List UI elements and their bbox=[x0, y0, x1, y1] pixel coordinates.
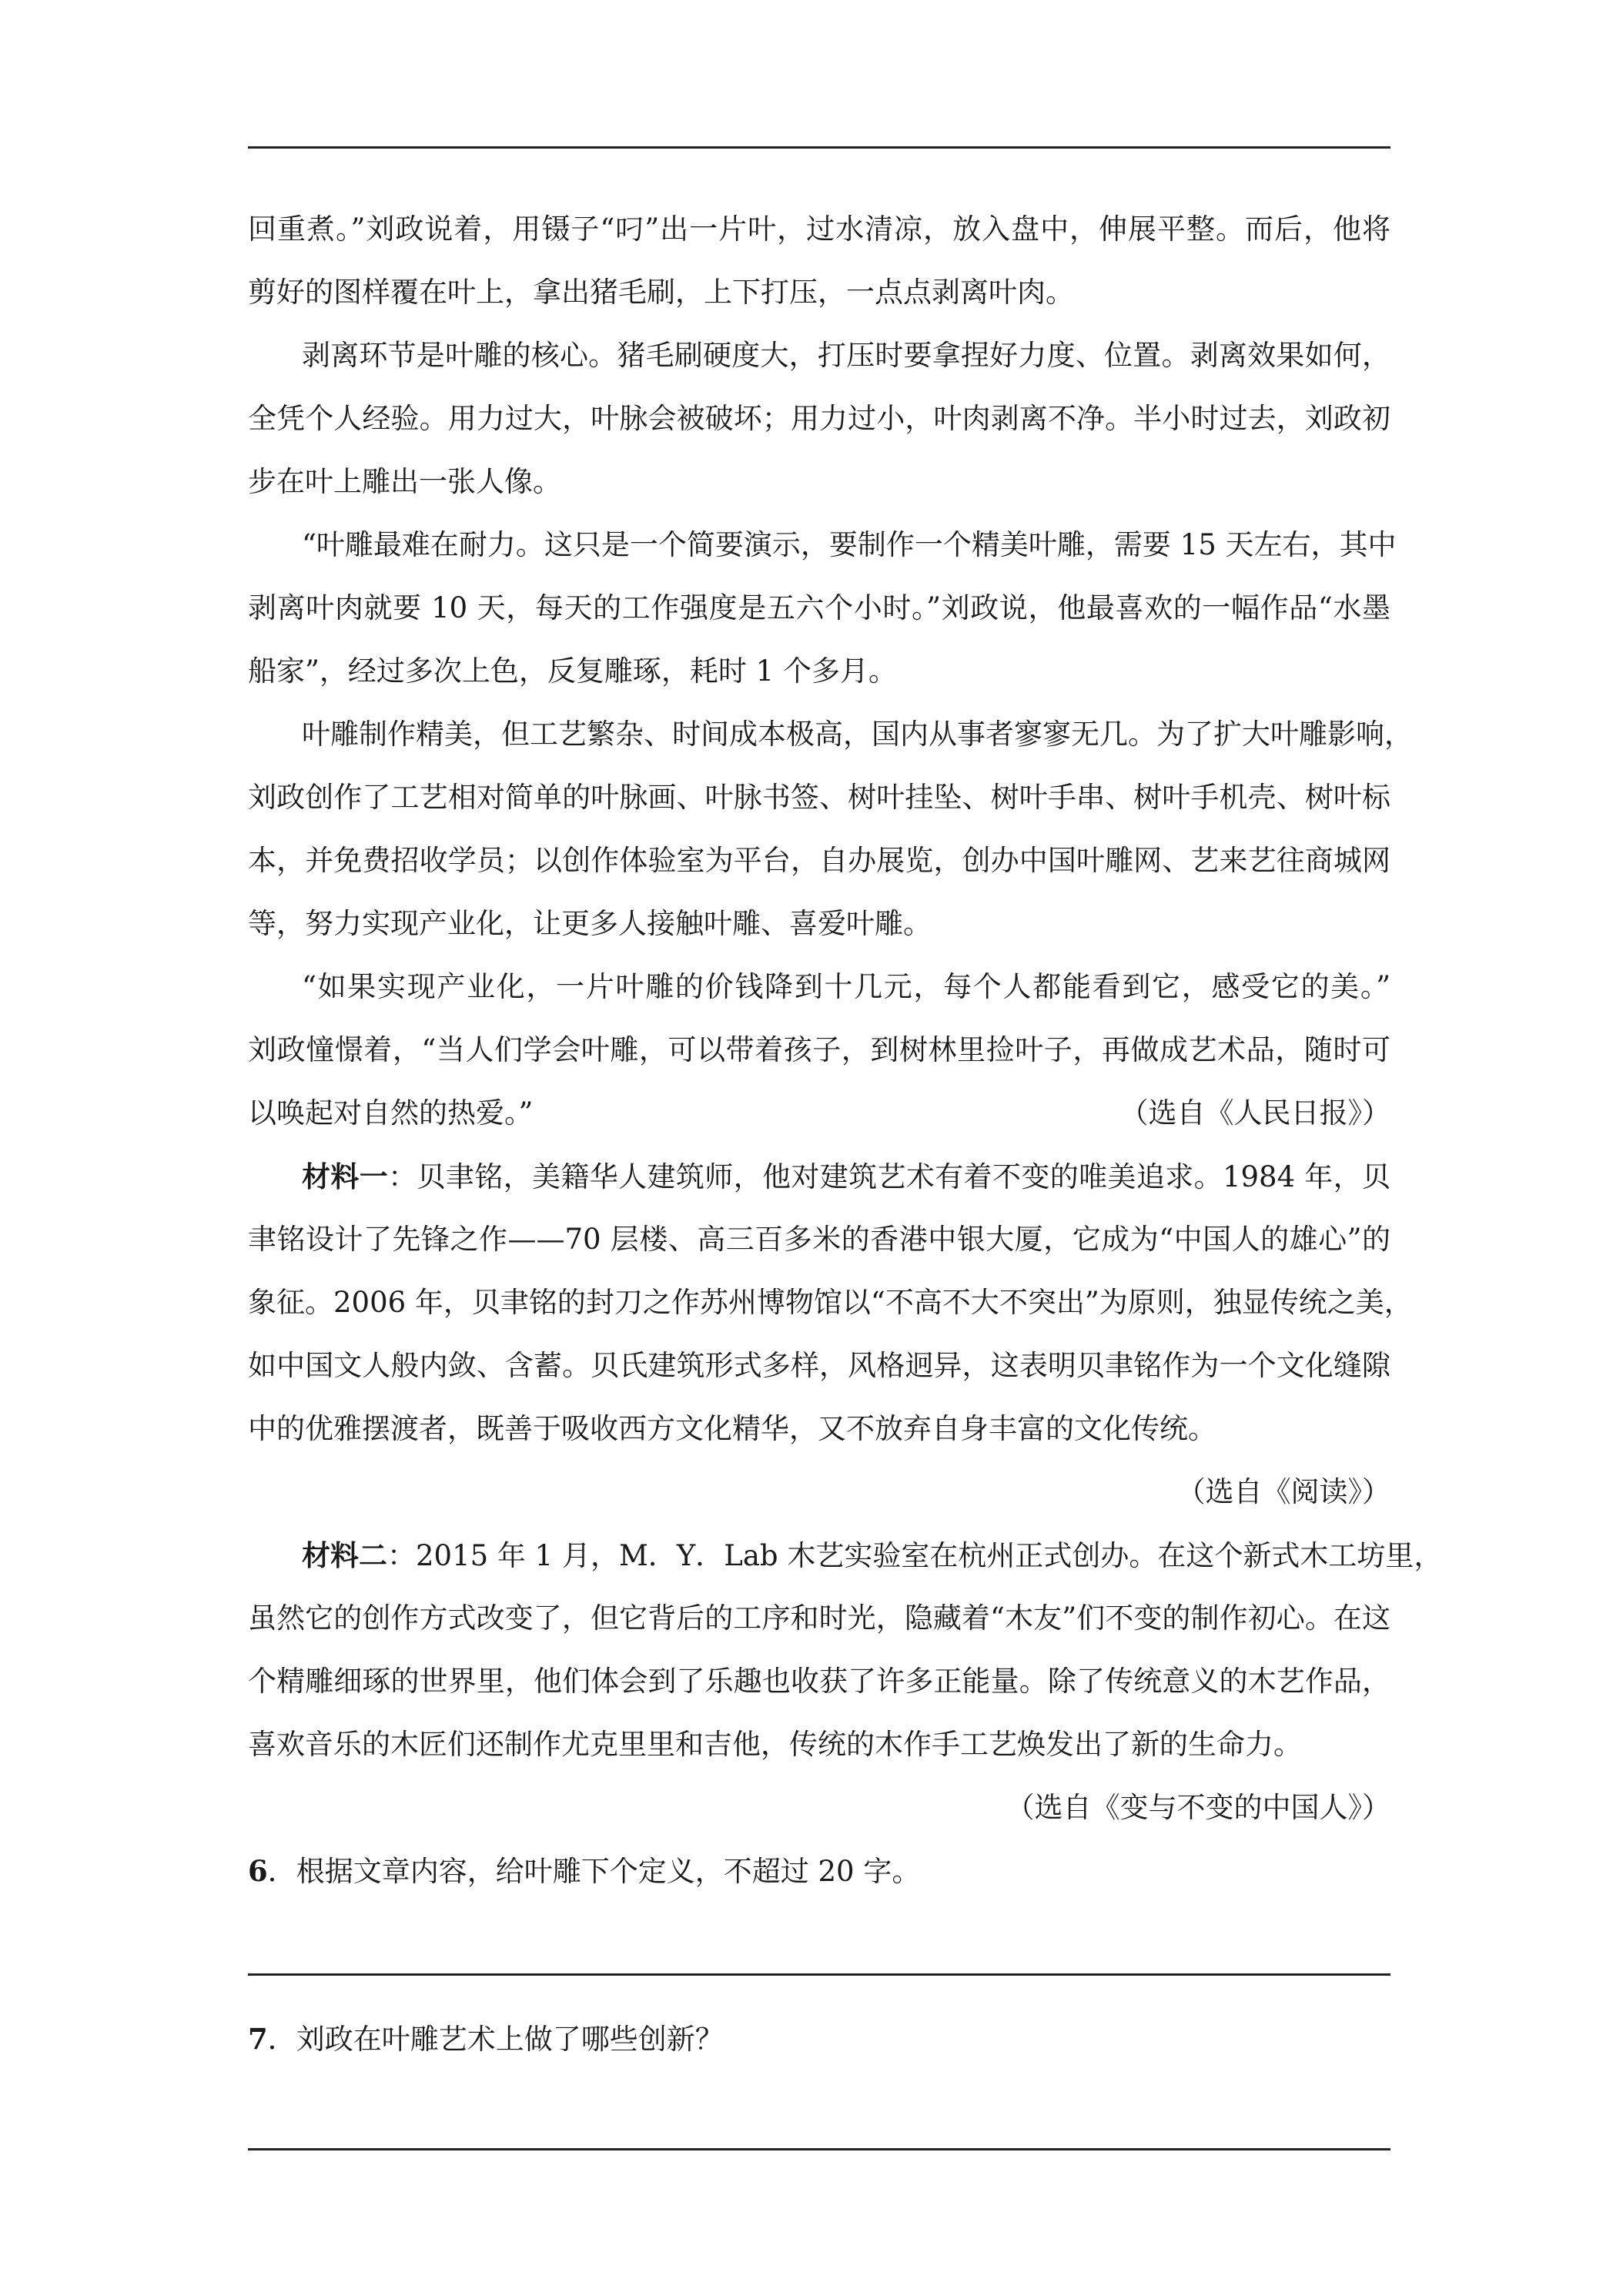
paragraph-line: 象征。2006 年，贝聿铭的封刀之作苏州博物馆以“不高不大不突出”为原则，独显传统之美， bbox=[248, 1286, 1413, 1319]
paragraph-line: 中的优雅摆渡者，既善于吸收西方文化精华，又不放弃自身丰富的文化传统。 bbox=[248, 1412, 1216, 1445]
answer-line[interactable] bbox=[248, 1973, 1390, 1976]
paragraph-line: 步在叶上雕出一张人像。 bbox=[248, 465, 561, 498]
paragraph-line-with-source bbox=[248, 1094, 1390, 1133]
source-citation: （选自《变与不变的中国人》） bbox=[1006, 1791, 1390, 1824]
paragraph-line: 虽然它的创作方式改变了，但它背后的工序和时光，隐藏着“木友”们不变的制作初心。在这 bbox=[248, 1602, 1390, 1635]
paragraph-line: 聿铭设计了先锋之作——70 层楼、高三百多米的香港中银大厦，它成为“中国人的雄心”的 bbox=[248, 1223, 1390, 1256]
paragraph-line: 喜欢音乐的木匠们还制作尤克里里和吉他，传统的木作手工艺焕发出了新的生命力。 bbox=[248, 1728, 1302, 1761]
paragraph-line: 材料一：贝聿铭，美籍华人建筑师，他对建筑艺术有着不变的唯美追求。1984 年，贝 bbox=[302, 1160, 1391, 1193]
paragraph-line: 等，努力实现产业化，让更多人接触叶雕、喜爱叶雕。 bbox=[248, 907, 932, 940]
paragraph-line: 本，并免费招收学员；以创作体验室为平台，自办展览，创办中国叶雕网、艺来艺往商城网 bbox=[248, 844, 1390, 877]
paragraph-line: 个精雕细琢的世界里，他们体会到了乐趣也收获了许多正能量。除了传统意义的木艺作品， bbox=[248, 1665, 1390, 1698]
source-citation: （选自《阅读》） bbox=[1176, 1475, 1390, 1508]
paragraph-line: 全凭个人经验。用力过大，叶脉会被破坏；用力过小，叶肉剥离不净。半小时过去，刘政初 bbox=[248, 402, 1390, 435]
paragraph-line: 船家”，经过多次上色，反复雕琢，耗时 1 个多月。 bbox=[248, 654, 897, 688]
paragraph-line: 剥离环节是叶雕的核心。猪毛刷硬度大，打压时要拿捏好力度、位置。剥离效果如何， bbox=[302, 339, 1390, 372]
answer-line[interactable] bbox=[248, 2148, 1390, 2150]
paragraph-line: “叶雕最难在耐力。这只是一个简要演示，要制作一个精美叶雕，需要 15 天左右，其中 bbox=[302, 528, 1397, 561]
paragraph-line: 叶雕制作精美，但工艺繁杂、时间成本极高，国内从事者寥寥无几。为了扩大叶雕影响， bbox=[302, 718, 1413, 751]
material-label: 材料一 bbox=[302, 1160, 389, 1193]
paragraph-line: 以唤起对自然的热爱。” bbox=[248, 1096, 534, 1130]
question-number: 7 bbox=[248, 2022, 268, 2056]
source-citation: （选自《人民日报》） bbox=[1119, 1096, 1390, 1130]
paragraph-line: 材料二：2015 年 1 月，M．Y．Lab 木艺实验室在杭州正式创办。在这个新式木工坊里， bbox=[302, 1538, 1443, 1572]
paragraph-line: 刘政憧憬着，“当人们学会叶雕，可以带着孩子，到树林里捡叶子，再做成艺术品，随时可 bbox=[248, 1033, 1390, 1066]
question-text: 7．刘政在叶雕艺术上做了哪些创新？ bbox=[248, 2022, 724, 2056]
paragraph-line: “如果实现产业化，一片叶雕的价钱降到十几元，每个人都能看到它，感受它的美。” bbox=[302, 970, 1390, 1003]
material-label: 材料二 bbox=[302, 1538, 387, 1572]
top-rule bbox=[248, 146, 1390, 149]
question-number: 6 bbox=[248, 1854, 268, 1888]
paragraph-line: 回重煮。”刘政说着，用镊子“叼”出一片叶，过水清凉，放入盘中，伸展平整。而后，他将 bbox=[248, 213, 1390, 246]
question-text: 6．根据文章内容，给叶雕下个定义，不超过 20 字。 bbox=[248, 1854, 921, 1888]
paragraph-line: 刘政创作了工艺相对简单的叶脉画、叶脉书签、树叶挂坠、树叶手串、树叶手机壳、树叶标 bbox=[248, 781, 1390, 814]
paragraph-line: 如中国文人般内敛、含蓄。贝氏建筑形式多样，风格迥异，这表明贝聿铭作为一个文化缝隙 bbox=[248, 1349, 1390, 1382]
paragraph-line: 剥离叶肉就要 10 天，每天的工作强度是五六个小时。”刘政说，他最喜欢的一幅作品“水墨 bbox=[248, 591, 1390, 624]
paragraph-line: 剪好的图样覆在叶上，拿出猪毛刷，上下打压，一点点剥离叶肉。 bbox=[248, 276, 1074, 309]
